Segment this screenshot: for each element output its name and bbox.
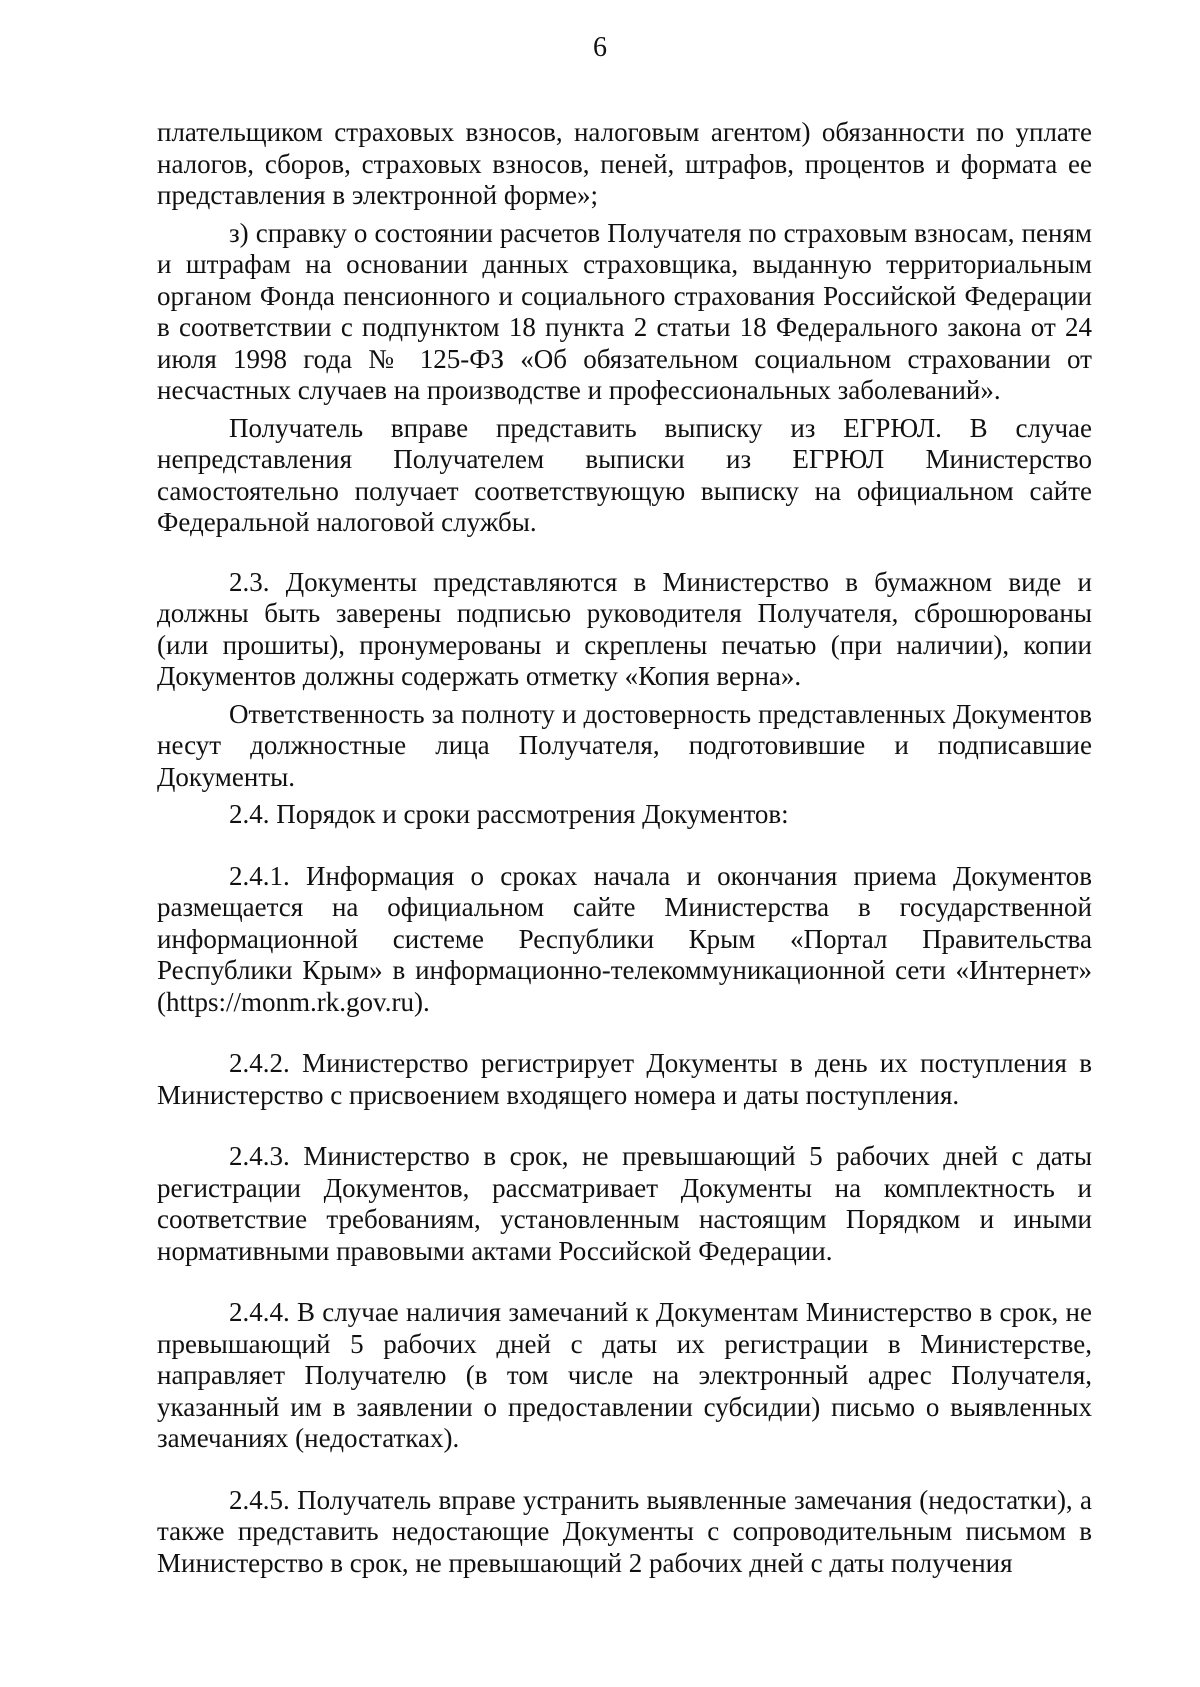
paragraph-2-3: 2.3. Документы представляются в Министерство в бумажном виде и должны быть заверены подписью руководителя Получателя, сброшюрованы (или прошиты), пронумерованы и скреплены печатью (при наличии), копии Документов должны содержать отметку «Копия верна». — [157, 566, 1092, 691]
paragraph-2-4-5: 2.4.5. Получатель вправе устранить выявленные замечания (недостатки), а также представить недостающие Документы с сопроводительным письмом в Министерство в срок, не превышающий 2 рабочих дней с даты получения — [157, 1484, 1092, 1578]
paragraph-continuation: плательщиком страховых взносов, налоговым агентом) обязанности по уплате налогов, сборов, страховых взносов, пеней, штрафов, процентов и формата ее представления в электронной форме»; — [157, 117, 1092, 210]
paragraph-egrul-extract: Получатель вправе представить выписку из ЕГРЮЛ. В случае непредставления Получателем выписки из ЕГРЮЛ Министерство самостоятельно получает соответствующую выписку на официальном сайте Федеральной налоговой службы. — [157, 412, 1092, 537]
paragraph-responsibility: Ответственность за полноту и достоверность представленных Документов несут должностные лица Получателя, подготовившие и подписавшие Документы. — [157, 698, 1092, 792]
paragraph-2-4: 2.4. Порядок и сроки рассмотрения Документов: — [229, 799, 789, 829]
page-number: 6 — [593, 32, 607, 63]
paragraph-2-4-2: 2.4.2. Министерство регистрирует Документы в день их поступления в Министерство с присвоением входящего номера и даты поступления. — [157, 1048, 1092, 1110]
paragraph-item-z: з) справку о состоянии расчетов Получателя по страховым взносам, пеням и штрафам на основании данных страховщика, выданную территориальным органом Фонда пенсионного и социального страхования Российской Федерации в соответствии с подпунктом 18 пункта 2 статьи 18 Федерального закона от 24 июля 1998 года № 125-ФЗ «Об обязательном социальном страховании от несчастных случаев на производстве и профессиональных заболеваний». — [157, 217, 1092, 405]
document-body — [157, 117, 1092, 1579]
paragraph-2-4-4: 2.4.4. В случае наличия замечаний к Документам Министерство в срок, не превышающий 5 рабочих дней с даты их регистрации в Министерстве, направляет Получателю (в том числе на электронный адрес Получателя, указанный им в заявлении о предоставлении субсидии) письмо о выявленных замечаниях (недостатках). — [157, 1297, 1092, 1453]
paragraph-2-4-1: 2.4.1. Информация о сроках начала и окончания приема Документов размещается на официальном сайте Министерства в государственной информационной системе Республики Крым «Портал Правительства Республики Крым» в информационно-телекоммуникационной сети «Интернет» (https://monm.rk.gov.ru). — [157, 860, 1092, 1017]
paragraph-2-4-3: 2.4.3. Министерство в срок, не превышающий 5 рабочих дней с даты регистрации Документов, рассматривает Документы на комплектность и соответствие требованиям, установленным настоящим Порядком и иными нормативными правовыми актами Российской Федерации. — [157, 1141, 1092, 1266]
